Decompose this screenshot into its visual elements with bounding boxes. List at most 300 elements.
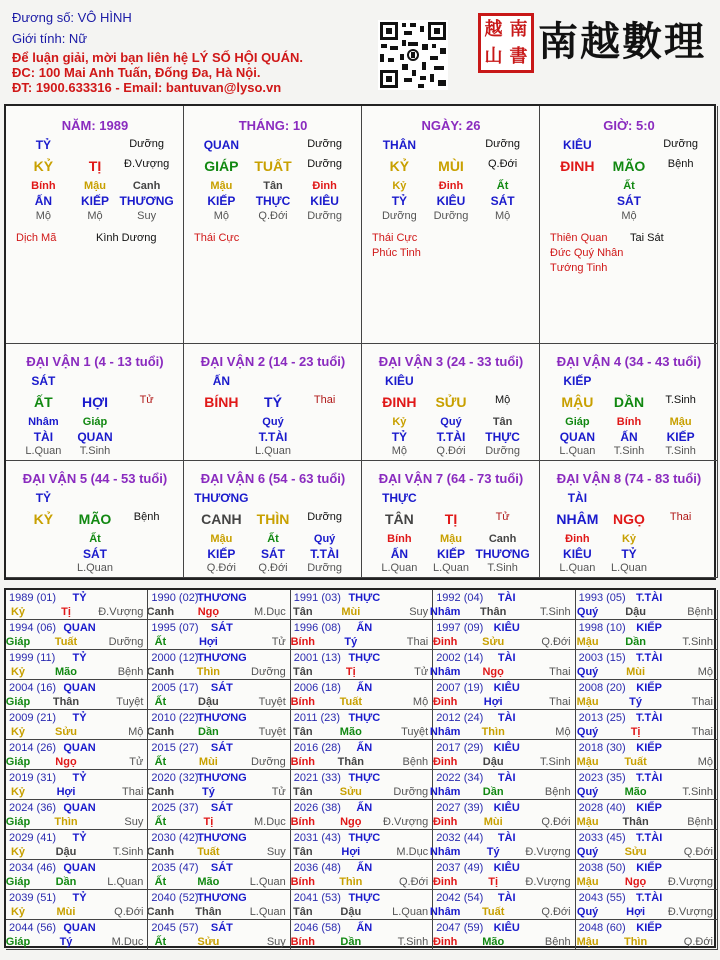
year-can: Bính [290,876,316,888]
year-chi: Sửu [624,846,647,858]
year-chi: Ngọ [482,666,504,678]
pillar-nap: Dưỡng [307,158,342,170]
pillar-than: TỶ [35,138,52,152]
year-label: 2027 (39) [436,802,484,814]
dai-van-tang-can: Mậu [210,533,233,545]
phone-email-line[interactable]: ĐT: 1900.633316 - Email: bantuvan@lyso.vn [12,80,282,95]
dai-van-3 [362,344,540,461]
year-chi: Tị [488,876,499,888]
pillar-tang-than: THỰC [255,194,291,208]
year-than: QUAN [63,922,96,934]
dai-van-than: ẤN [212,374,231,388]
year-cell [291,650,433,680]
dai-van-tang-can: Giáp [82,416,108,428]
year-can: Giáp [5,636,31,648]
year-chi: Tuất [54,636,78,648]
dai-van-1 [6,344,184,461]
year-label: 1996 (08) [293,622,341,634]
year-cell [429,890,575,920]
dai-van-title: ĐẠI VẬN 2 (14 - 23 tuổi) [200,354,346,369]
dai-van-than: THƯƠNG [194,491,249,505]
dai-van-tang-than: TỶ [391,430,408,444]
year-than: THƯƠNG [197,892,247,904]
than-sat: Tướng Tinh [550,262,608,274]
contact-line: Để luận giải, mời bạn liên hệ LÝ SỐ HỘI QUÁN. [12,50,303,65]
pillar-tang-ts: Mộ [87,210,103,222]
year-label: 2043 (55) [578,892,626,904]
year-truong-sinh: Đ.Vượng [525,846,571,858]
year-truong-sinh: Tử [271,636,286,648]
year-chi: Ngọ [197,606,220,618]
pillar-nap: Đ.Vượng [124,158,170,170]
year-can: Canh [146,906,175,918]
pillar-tang-can: Mậu [84,180,106,192]
year-can: Mậu [576,696,599,708]
pillar-tang-can: Canh [132,180,161,192]
year-cell [429,770,575,800]
year-truong-sinh: Q.Đới [114,906,144,918]
year-than: SÁT [210,862,233,874]
dai-van-nap: Thai [313,394,336,406]
year-label: 2031 (43) [293,832,341,844]
year-cell [433,800,575,830]
dai-van-tang-than: T.TÀI [258,430,288,444]
pillar-can: KỶ [33,158,54,174]
dai-van-chi: SỬU [435,394,467,410]
brand-logo: 南越數理 [538,18,706,65]
dai-van-tang-ts: L.Quan [381,562,418,574]
pillar-tang-can: Bính [31,180,56,192]
year-chi: Thân [337,756,364,768]
dai-van-tang-can: Mậu [440,533,462,545]
year-can: Ất [154,696,167,708]
year-chi: Tị [630,726,641,738]
year-cell [6,740,148,770]
year-than: SÁT [210,922,233,934]
dai-van-can: NHÂM [556,511,599,527]
pillar-tang-than: KIẾP [207,194,236,208]
year-cell [291,770,433,800]
pillar-4 [540,106,718,344]
year-cell [291,800,433,830]
year-label: 2036 (48) [293,862,341,874]
pillar-tang-ts: Q.Đới [258,210,288,222]
year-chi: Tý [344,636,358,648]
year-chi: Thìn [54,816,78,828]
year-can: Quý [576,606,599,618]
year-than: THỰC [348,592,381,604]
year-chi: Tuất [339,696,362,708]
year-truong-sinh: Đ.Vượng [667,906,713,918]
year-label: 2005 (17) [151,682,199,694]
year-label: 2026 (38) [293,802,341,814]
year-label: 2028 (40) [578,802,626,814]
year-can: Nhâm [429,666,461,678]
year-than: ẤN [356,922,373,934]
pillar-tang-can: Ất [623,180,635,192]
year-label: 1989 (01) [9,592,57,604]
year-can: Tân [293,786,313,798]
pillar-truong-sinh: Dưỡng [485,138,520,150]
year-than: TÀI [497,592,516,604]
pillar-can: KỶ [389,158,410,174]
year-than: THƯƠNG [197,652,247,664]
year-label: 1999 (11) [9,652,56,664]
year-label: 2030 (42) [151,832,199,844]
year-can: Kỷ [10,606,26,618]
than-sat: Đức Quý Nhân [550,247,624,259]
year-truong-sinh: Mộ [697,756,713,768]
pillar-chi: MÃO [612,158,646,174]
year-label: 2033 (45) [578,832,626,844]
year-can: Mậu [576,816,599,828]
dai-van-than: KIẾP [563,374,592,388]
dai-van-tang-can: Tân [492,416,513,428]
dai-van-chi: THÌN [256,511,290,527]
year-cell [148,620,290,650]
than-sat: Thái Cực [194,232,240,244]
dai-van-tang-ts: L.Quan [432,562,470,574]
owner-name: Đương số: VÔ HÌNH [12,10,132,25]
year-can: Canh [146,786,175,798]
year-cell [576,860,718,890]
year-can: Đinh [432,816,458,828]
year-than: THƯƠNG [197,712,247,724]
year-truong-sinh: Đ.Vượng [383,816,429,828]
year-cell [291,620,433,650]
year-truong-sinh: M.Dục [254,606,286,618]
year-chi: Thân [52,696,80,708]
dai-van-tang-ts: Q.Đới [258,562,288,574]
year-truong-sinh: Tuyệt [401,726,429,738]
year-label: 2022 (34) [436,772,484,784]
year-can: Đinh [432,876,458,888]
year-can: Mậu [576,936,599,948]
year-can: Kỷ [10,666,26,678]
pillar-tang-than: THƯƠNG [119,194,174,208]
qr-code-icon[interactable] [378,20,448,90]
pillar-chi: TỊ [88,158,102,174]
year-cell [576,830,718,860]
dai-van-5 [6,461,184,578]
year-cell [576,650,718,680]
pillar-tang-ts: Mộ [494,210,511,222]
dai-van-tang-can: Đinh [565,533,590,545]
year-can: Quý [576,846,599,858]
year-than: ẤN [356,862,373,874]
year-label: 1998 (10) [578,622,626,634]
year-label: 2046 (58) [293,922,341,934]
annual-grid [4,588,716,948]
dai-van-tang-can: Ất [89,533,101,545]
year-cell [291,680,433,710]
year-than: KIÊU [493,682,520,694]
pillar-truong-sinh: Dưỡng [129,138,164,150]
year-can: Tân [293,666,313,678]
dai-van-tang-can: Quý [440,416,462,428]
year-truong-sinh: L.Quan [249,876,286,888]
pillar-can: GIÁP [204,158,239,174]
dai-van-tang-than: TÀI [33,430,54,444]
year-cell [291,590,433,620]
dai-van-tang-than: SÁT [261,547,285,561]
year-chi: Tuất [481,906,505,918]
year-than: QUAN [63,742,96,754]
year-can: Canh [146,606,175,618]
year-truong-sinh: Bệnh [544,786,571,798]
year-chi: Thân [480,606,507,618]
year-cell [6,770,148,800]
dai-van-tang-can: Kỷ [621,533,637,545]
year-truong-sinh: Tử [271,786,286,798]
dai-van-tang-ts: Q.Đới [436,445,466,457]
year-can: Mậu [576,636,599,648]
year-label: 1997 (09) [436,622,484,634]
year-cell [148,770,290,800]
year-can: Nhâm [429,606,461,618]
year-than: THỰC [348,712,381,724]
dai-van-can: CANH [201,511,242,527]
dai-van-tang-than: KIÊU [563,547,592,561]
year-cell [433,680,575,710]
year-label: 2019 (31) [9,772,57,784]
year-can: Ất [154,936,167,948]
year-label: 2024 (36) [9,802,57,814]
year-can: Đinh [432,696,458,708]
year-can: Ất [154,636,167,648]
year-cell [576,680,718,710]
year-than: T.TÀI [635,892,663,904]
year-label: 2011 (23) [293,712,341,724]
dai-van-tang-than: TỶ [621,547,637,561]
year-chi: Thân [622,816,649,828]
pillar-tang-ts: Mộ [35,210,52,222]
year-truong-sinh: Mộ [412,696,429,708]
year-cell [6,830,148,860]
dai-van-tang-can: Bính [387,533,412,545]
year-than: QUAN [63,862,96,874]
year-than: ẤN [356,742,373,754]
dai-van-title: ĐẠI VẬN 1 (4 - 13 tuổi) [26,354,164,369]
year-truong-sinh: T.Sinh [397,936,429,948]
dai-van-nap: Mộ [494,394,511,406]
year-can: Bính [290,816,316,828]
year-truong-sinh: T.Sinh [682,636,713,648]
year-label: 2004 (16) [9,682,57,694]
year-truong-sinh: Dưỡng [251,756,286,768]
dai-van-tang-ts: L.Quan [254,445,292,457]
pillar-title: GIỜ: 5:0 [603,118,655,133]
year-label: 2037 (49) [436,862,484,874]
year-can: Bính [290,696,316,708]
year-cell [6,620,148,650]
pillar-2 [184,106,362,344]
year-truong-sinh: Bệnh [402,756,429,768]
year-label: 2014 (26) [9,742,57,754]
year-chi: Tuất [197,846,220,858]
year-chi: Sửu [54,726,78,738]
dai-van-can: KỶ [33,511,54,527]
dai-van-tang-than: SÁT [83,547,107,561]
year-label: 2006 (18) [293,682,341,694]
dai-van-tang-than: KIẾP [207,547,236,561]
year-truong-sinh: T.Sinh [540,606,571,618]
dai-van-tang-ts: T.Sinh [79,445,111,457]
year-label: 2035 (47) [151,862,199,874]
year-truong-sinh: Mộ [697,666,713,678]
dai-van-chi: MÃO [78,511,112,527]
pillar-tang-than: ẤN [34,194,53,208]
year-cell [6,590,148,620]
dai-van-nap: Tử [495,511,510,523]
year-than: KIÊU [493,862,520,874]
year-cell [576,920,718,950]
year-than: T.TÀI [635,592,663,604]
year-truong-sinh: Dưỡng [393,786,429,798]
pillar-tang-can: Tân [263,180,283,192]
year-truong-sinh: Q.Đới [541,636,571,648]
year-than: TỶ [72,772,87,784]
year-cell [148,830,290,860]
year-label: 2021 (33) [293,772,341,784]
dai-van-nap: T.Sinh [665,394,696,406]
dai-van-title: ĐẠI VẬN 7 (64 - 73 tuổi) [378,471,524,486]
year-label: 2041 (53) [293,892,341,904]
year-than: ẤN [356,622,373,634]
dai-van-nap: Bệnh [133,511,160,523]
year-can: Đinh [432,636,458,648]
year-truong-sinh: Q.Đới [541,816,571,828]
year-label: 2009 (21) [9,712,57,724]
year-can: Bính [290,936,316,948]
dai-van-tang-than: ẤN [620,430,638,444]
year-can: Nhâm [429,726,461,738]
year-than: THỰC [348,772,381,784]
year-than: TỶ [72,592,87,604]
year-truong-sinh: Thai [121,786,144,798]
year-than: SÁT [210,802,233,814]
year-chi: Dậu [625,606,646,618]
year-truong-sinh: Thai [549,696,571,708]
year-can: Canh [146,846,175,858]
dai-van-tang-ts: T.Sinh [487,562,518,574]
year-cell [576,890,718,920]
dai-van-tang-can: Quý [313,533,336,545]
year-than: SÁT [210,682,233,694]
year-than: TÀI [497,892,516,904]
year-can: Ất [154,876,167,888]
year-cell [429,710,575,740]
year-label: 2001 (13) [293,652,341,664]
year-label: 2047 (59) [436,922,484,934]
year-chi: Hợi [341,846,361,858]
chart-grid [4,104,716,580]
year-label: 2008 (20) [578,682,626,694]
year-truong-sinh: Thai [406,636,429,648]
year-chi: Tý [59,936,73,948]
year-label: 1991 (03) [293,592,341,604]
year-can: Tân [293,606,313,618]
year-than: KIÊU [493,622,520,634]
pillar-tang-ts: Mộ [213,210,230,222]
year-than: KIẾP [636,802,662,814]
seal-stamp-icon: 越 南 山 書 [478,13,534,73]
dai-van-tang-ts: Q.Đới [206,562,236,574]
pillar-tang-can: Đinh [312,180,337,192]
year-truong-sinh: Thai [549,666,571,678]
year-than: SÁT [210,742,233,754]
year-truong-sinh: Mộ [555,726,571,738]
pillar-truong-sinh: Dưỡng [307,138,342,150]
year-cell [6,650,148,680]
year-chi: Dậu [482,756,504,768]
year-cell [148,800,290,830]
pillar-tang-than: SÁT [617,194,641,208]
dai-van-tang-can: Quý [262,416,284,428]
dai-van-tang-ts: L.Quan [25,445,62,457]
year-chi: Dần [55,876,77,888]
pillar-tang-ts: Suy [137,210,157,222]
year-label: 1994 (06) [9,622,57,634]
year-truong-sinh: Q.Đới [541,906,571,918]
pillar-nap: Bệnh [667,158,694,170]
year-label: 2048 (60) [578,922,626,934]
year-than: TỶ [72,892,87,904]
dai-van-chi: HỢI [82,394,108,410]
year-truong-sinh: L.Quan [392,906,429,918]
year-than: KIÊU [493,742,520,754]
dai-van-can: BÍNH [204,394,239,410]
year-truong-sinh: L.Quan [107,876,144,888]
year-cell [291,920,433,950]
year-chi: Dần [198,726,219,738]
year-can: Canh [146,666,175,678]
year-chi: Mùi [626,666,646,678]
year-label: 2018 (30) [578,742,626,754]
dai-van-title: ĐẠI VẬN 8 (74 - 83 tuổi) [556,471,702,486]
than-sat: Phúc Tinh [372,247,421,259]
year-cell [429,590,575,620]
year-chi: Dần [625,636,646,648]
year-truong-sinh: Bệnh [544,936,571,948]
year-cell [291,710,433,740]
year-chi: Dậu [198,696,219,708]
pillar-truong-sinh: Dưỡng [663,138,698,150]
year-chi: Dậu [55,846,77,858]
year-cell [576,590,718,620]
dai-van-can: TÂN [384,511,414,527]
dai-van-tang-can: Mậu [669,416,692,428]
dai-van-tang-than: QUAN [77,430,113,444]
year-chi: Ngọ [624,876,647,888]
dai-van-tang-ts: Dưỡng [485,445,520,457]
year-can: Giáp [5,816,31,828]
year-cell [576,740,718,770]
year-chi: Thìn [339,876,363,888]
year-truong-sinh: Mộ [128,726,144,738]
year-truong-sinh: Đ.Vượng [667,876,713,888]
year-cell [291,830,433,860]
year-cell [576,710,718,740]
year-than: QUAN [63,622,96,634]
year-cell [433,860,575,890]
year-chi: Mão [339,726,362,738]
year-chi: Hợi [56,786,76,798]
pillar-tang-than: SÁT [490,194,515,208]
dai-van-tang-ts: L.Quan [559,445,596,457]
than-sat: Tai Sát [630,232,664,244]
pillar-tang-can: Đinh [438,180,464,192]
